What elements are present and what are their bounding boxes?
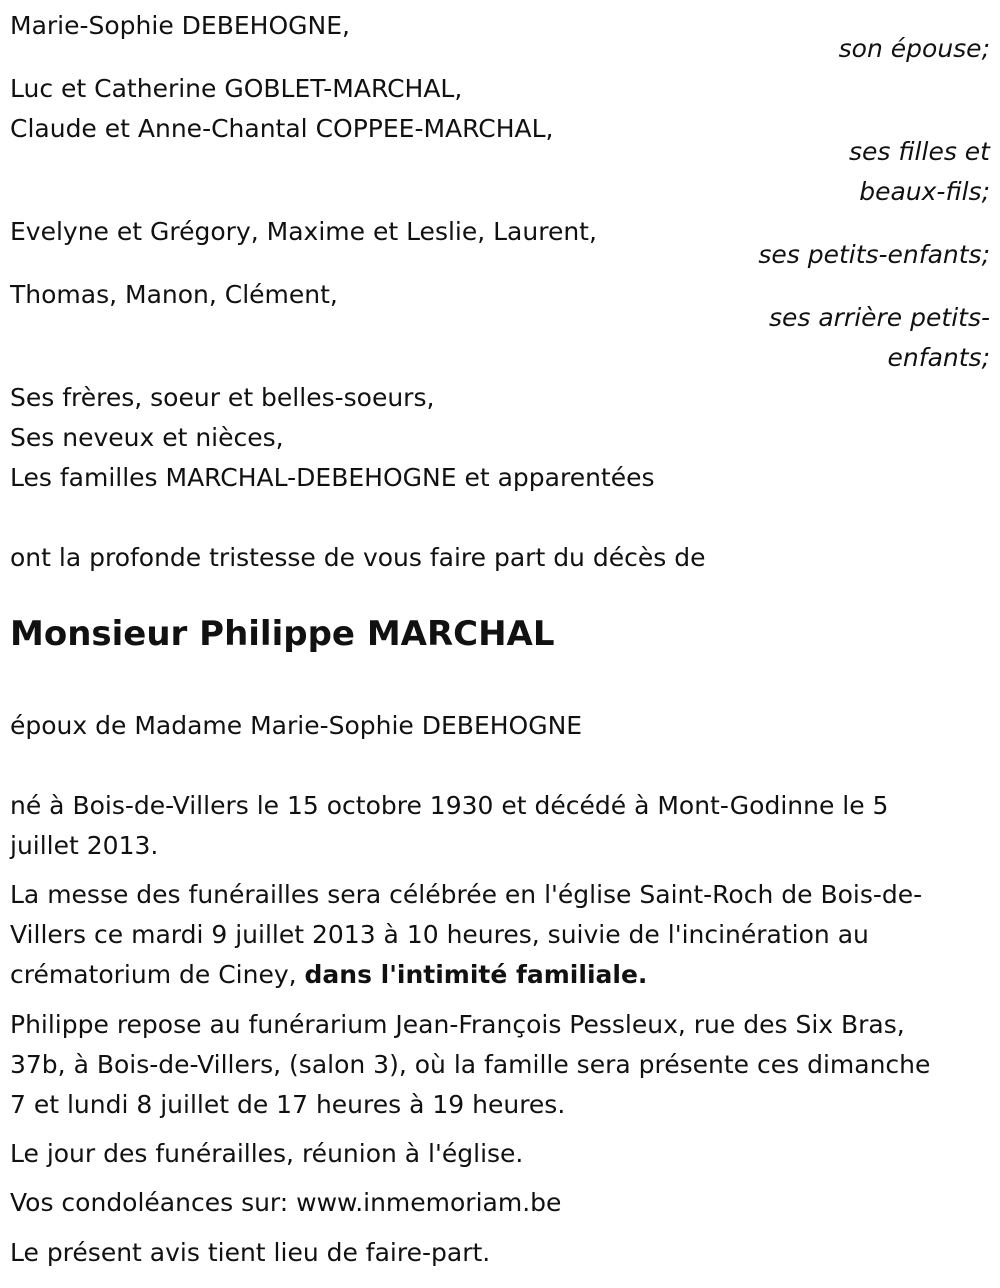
great-grandchildren-role-line: enfants;	[887, 343, 990, 372]
daughters-role-line: ses filles et	[849, 137, 990, 166]
notice-text: Le présent avis tient lieu de faire-part.	[10, 1238, 491, 1267]
repose-line: 7 et lundi 8 juillet de 17 heures à 19 heures.	[10, 1090, 566, 1119]
relatives-line: Ses neveux et nièces,	[10, 423, 284, 452]
repose-line: 37b, à Bois-de-Villers, (salon 3), où la famille sera présente ces dimanche	[10, 1050, 931, 1079]
deceased-name: Monsieur Philippe MARCHAL	[10, 614, 555, 654]
birth-death-line: né à Bois-de-Villers le 15 octobre 1930 et décédé à Mont-Godinne le 5	[10, 791, 889, 820]
birth-death-line: juillet 2013.	[10, 831, 159, 860]
grandchildren-role: ses petits-enfants;	[758, 240, 990, 269]
funeral-text: crématorium de Ciney,	[10, 960, 305, 989]
funeral-intimacy-bold: dans l'intimité familiale.	[304, 960, 648, 989]
daughter-line: Claude et Anne-Chantal COPPEE-MARCHAL,	[10, 114, 554, 143]
condolences-text: Vos condoléances sur: www.inmemoriam.be	[10, 1188, 562, 1217]
spouse-role: son épouse;	[838, 34, 990, 63]
daughter-line: Luc et Catherine GOBLET-MARCHAL,	[10, 74, 463, 103]
meeting-text: Le jour des funérailles, réunion à l'église.	[10, 1139, 524, 1168]
spouse-name: Marie-Sophie DEBEHOGNE,	[10, 11, 350, 40]
daughters-role-line: beaux-fils;	[859, 177, 990, 206]
grandchildren-names: Evelyne et Grégory, Maxime et Leslie, Laurent,	[10, 217, 597, 246]
spouse-of-text: époux de Madame Marie-Sophie DEBEHOGNE	[10, 711, 583, 740]
funeral-line: Villers ce mardi 9 juillet 2013 à 10 heures, suivie de l'incinération au	[10, 920, 869, 949]
repose-line: Philippe repose au funérarium Jean-François Pessleux, rue des Six Bras,	[10, 1010, 905, 1039]
announcement-text: ont la profonde tristesse de vous faire part du décès de	[10, 543, 706, 572]
great-grandchildren-role-line: ses arrière petits-	[768, 303, 990, 332]
funeral-line: La messe des funérailles sera célébrée en l'église Saint-Roch de Bois-de-	[10, 880, 923, 909]
relatives-line: Les familles MARCHAL-DEBEHOGNE et apparentées	[10, 463, 655, 492]
great-grandchildren-names: Thomas, Manon, Clément,	[10, 280, 338, 309]
relatives-line: Ses frères, soeur et belles-soeurs,	[10, 383, 435, 412]
funeral-line-last	[10, 955, 647, 995]
